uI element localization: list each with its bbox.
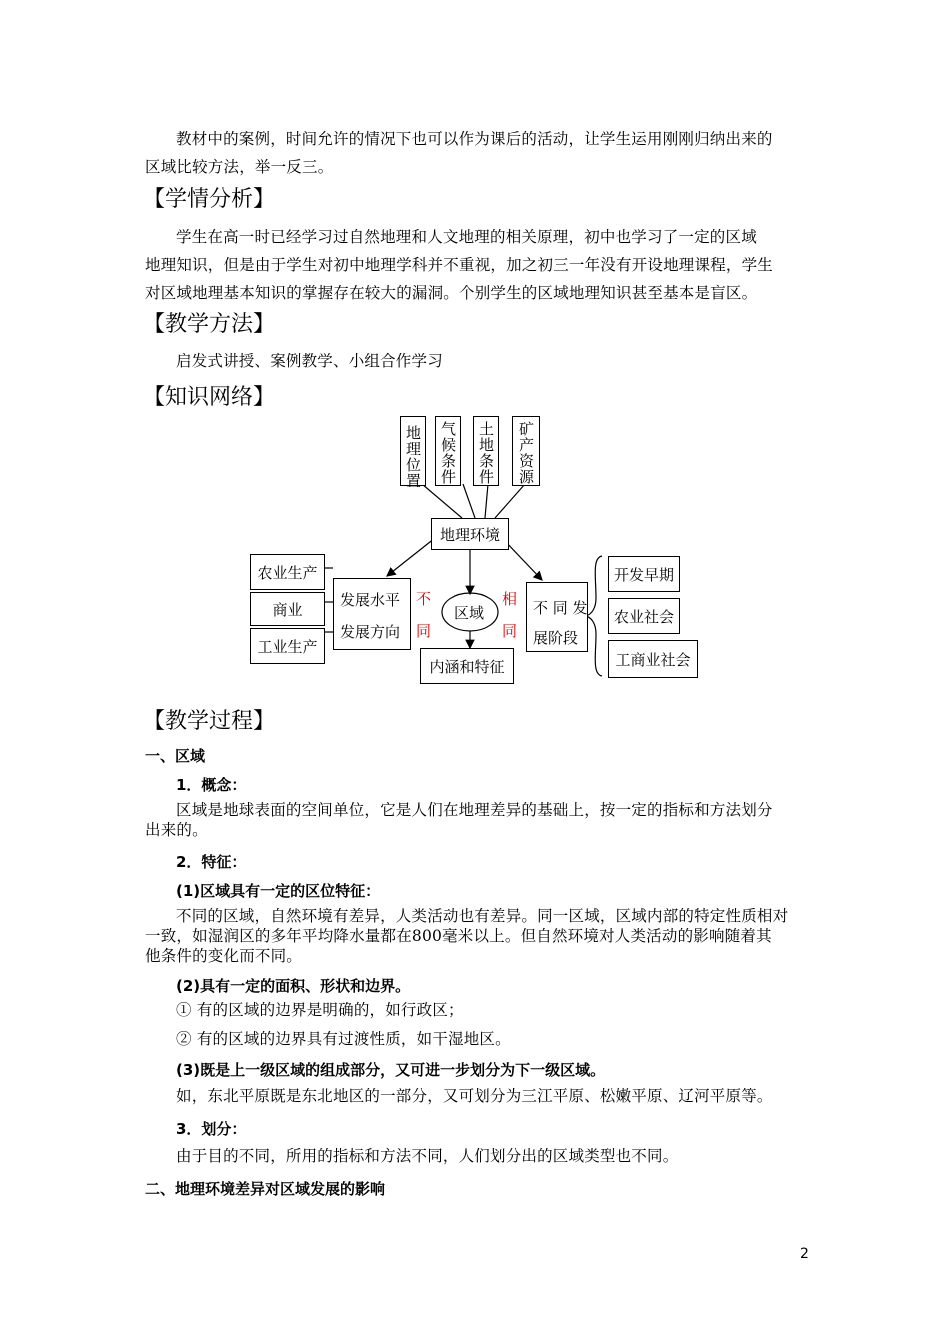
connector-climate <box>463 484 475 518</box>
box-land-label <box>474 421 498 485</box>
connector-location <box>422 484 462 518</box>
box-connotation: 内涵和特征 <box>420 648 514 684</box>
method-text: 启发式讲授、案例教学、小组合作学习 <box>176 352 443 370</box>
label-different-2: 同 <box>416 622 432 640</box>
box-location-label <box>401 425 425 489</box>
climate-text: 气候条件 <box>439 421 457 485</box>
arrow-env-to-dev <box>387 538 435 576</box>
section-heading-process: 【教学过程】 <box>143 709 276 734</box>
intro-line-1: 教材中的案例，时间允许的情况下也可以作为课后的活动，让学生运用刚刚归纳出来的 <box>176 130 773 148</box>
concept-paragraph <box>145 800 825 840</box>
section-heading-method: 【教学方法】 <box>143 312 276 337</box>
stage-line-1: 不 同 发 <box>533 599 588 617</box>
dev-direction-label: 发展方向 <box>340 623 401 641</box>
label-same-1: 相 <box>502 590 518 608</box>
box-agricultural-society: 农业社会 <box>608 598 680 634</box>
feature-2-item-a: ① 有的区域的边界是明确的，如行政区； <box>176 1001 464 1019</box>
heading-environment-impact: 二、地理环境差异对区域发展的影响 <box>145 1180 386 1198</box>
label-different-1: 不 <box>416 590 432 608</box>
heading-features: 2．特征： <box>176 853 247 871</box>
region-label: 区域 <box>454 604 485 622</box>
xueqing-line-3: 对区域地理基本知识的掌握存在较大的漏洞。个别学生的区域地理知识甚至基本是盲区。 <box>145 284 758 302</box>
stage-line-2: 展阶段 <box>533 629 579 647</box>
intro-paragraph <box>145 125 825 181</box>
feature-1-line-3: 他条件的变化而不同。 <box>145 947 303 965</box>
feature-1-line-1: 不同的区域，自然环境有差异，人类活动也有差异。同一区域，区域内部的特定性质相对 <box>176 907 789 925</box>
box-mineral-label <box>513 421 539 485</box>
box-industry: 工业生产 <box>250 628 325 664</box>
feature-3-heading: (3)既是上一级区域的组成部分，又可进一步划分为下一级区域。 <box>176 1061 606 1079</box>
feature-1-paragraph <box>145 906 825 966</box>
label-same-2: 同 <box>502 622 518 640</box>
knowledge-network-diagram <box>240 408 710 690</box>
box-mineral <box>512 416 540 486</box>
box-agriculture: 农业生产 <box>250 554 325 590</box>
division-text: 由于目的不同，所用的指标和方法不同，人们划分出的区域类型也不同。 <box>176 1147 679 1165</box>
heading-region: 一、区域 <box>145 747 206 765</box>
location-text: 地理位置 <box>404 425 422 489</box>
box-land <box>473 416 499 486</box>
connector-mineral <box>495 484 525 518</box>
feature-2-heading: (2)具有一定的面积、形状和边界。 <box>176 977 411 995</box>
connector-land <box>485 484 488 518</box>
xueqing-line-1: 学生在高一时已经学习过自然地理和人文地理的相关原理，初中也学习了一定的区域 <box>176 228 757 246</box>
right-curly-brace <box>586 556 602 676</box>
xueqing-paragraph <box>145 223 825 307</box>
heading-concept: 1．概念： <box>176 776 247 794</box>
box-climate <box>435 416 461 486</box>
concept-line-2: 出来的。 <box>145 821 208 839</box>
box-location <box>400 416 426 489</box>
box-climate-label <box>436 421 460 485</box>
feature-2-item-b: ② 有的区域的边界具有过渡性质，如干湿地区。 <box>176 1030 511 1048</box>
feature-1-heading: (1)区域具有一定的区位特征： <box>176 882 381 900</box>
box-commerce: 商业 <box>250 592 325 626</box>
box-development <box>333 578 411 650</box>
dev-level-label: 发展水平 <box>340 591 401 609</box>
mineral-text: 矿产资源 <box>517 421 535 485</box>
heading-division: 3．划分： <box>176 1120 247 1138</box>
xueqing-line-2: 地理知识，但是由于学生对初中地理学科并不重视，加之初三一年没有开设地理课程，学生 <box>145 256 774 274</box>
concept-line-1: 区域是地球表面的空间单位，它是人们在地理差异的基础上，按一定的指标和方法划分 <box>176 801 773 819</box>
box-stages <box>526 582 588 652</box>
box-early-development: 开发早期 <box>608 556 680 592</box>
feature-1-line-2: 一致，如湿润区的多年平均降水量都在800毫米以上。但自然环境对人类活动的影响随着其 <box>145 927 772 945</box>
feature-3-text: 如，东北平原既是东北地区的一部分，又可划分为三江平原、松嫩平原、辽河平原等。 <box>176 1087 773 1105</box>
box-industrial-society: 工商业社会 <box>608 640 698 678</box>
page-number: 2 <box>800 1246 809 1262</box>
land-text: 土地条件 <box>477 421 495 485</box>
section-heading-network: 【知识网络】 <box>143 385 276 410</box>
box-environment: 地理环境 <box>431 518 509 550</box>
intro-line-2: 区域比较方法，举一反三。 <box>145 158 334 176</box>
section-heading-xueqing: 【学情分析】 <box>143 187 276 212</box>
